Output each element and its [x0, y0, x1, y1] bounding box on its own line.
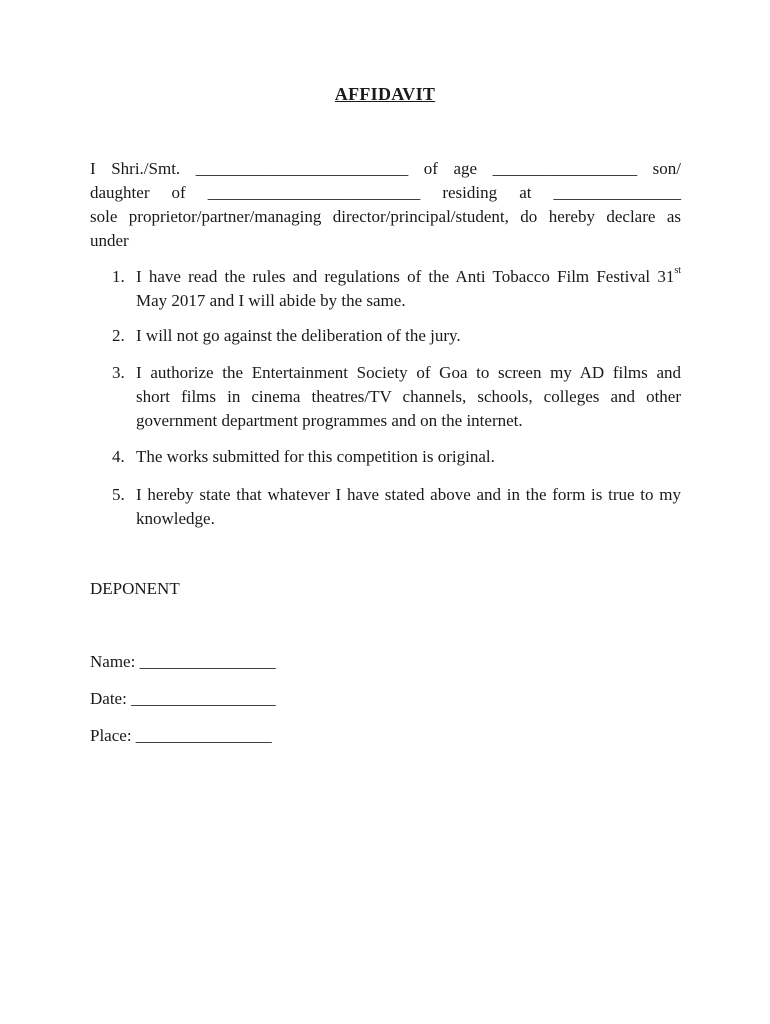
list-item-text [136, 361, 681, 433]
name-field: Name: ________________ [90, 652, 276, 671]
list-item-text [136, 483, 681, 531]
intro-text: of age [423, 159, 478, 178]
blank-residence: _______________ [553, 183, 682, 202]
blank-parent-name: _________________________ [207, 183, 421, 202]
place-field: Place: ________________ [90, 726, 272, 745]
list-item-line: I authorize the Entertainment Society of Goa to screen my AD films and [136, 363, 681, 382]
date-field: Date: _________________ [90, 689, 276, 708]
intro-text: residing [442, 183, 498, 202]
list-item-text [136, 445, 681, 469]
list-item-text [136, 265, 681, 313]
intro-line-4: under [90, 231, 129, 250]
deponent-label: DEPONENT [90, 579, 180, 598]
list-item-number: 4. [112, 447, 125, 466]
intro-text: at [519, 183, 532, 202]
list-item-line: short films in cinema theatres/TV channels, schools, colleges and other [136, 387, 681, 406]
list-item-line: knowledge. [136, 509, 215, 528]
intro-line-1 [90, 157, 681, 181]
intro-text: daughter [90, 183, 150, 202]
list-item-line: I hereby state that whatever I have stated above and in the form is true to my [136, 485, 681, 504]
list-item-line: government department programmes and on the internet. [136, 411, 523, 430]
list-item-line: I will not go against the deliberation of the jury. [136, 326, 461, 345]
ordinal-suffix: st [674, 265, 681, 277]
blank-age: _________________ [492, 159, 638, 178]
list-item-line: The works submitted for this competition is original. [136, 447, 495, 466]
list-item-number: 3. [112, 363, 125, 382]
intro-text: I Shri./Smt. [90, 159, 181, 178]
list-item-line: May 2017 and I will abide by the same. [136, 291, 406, 310]
blank-name: _________________________ [195, 159, 409, 178]
list-item-line-text: I have read the rules and regulations of the Anti Tobacco Film Festival 31 [136, 267, 675, 286]
list-item-line [136, 265, 681, 289]
list-item-number: 5. [112, 485, 125, 504]
intro-text: son/ [652, 159, 681, 178]
list-item-text [136, 324, 681, 348]
intro-text: of [171, 183, 186, 202]
intro-paragraph [90, 157, 681, 253]
intro-line-3: sole proprietor/partner/managing director/principal/student, do hereby declare as [90, 207, 681, 226]
list-item-number: 2. [112, 326, 125, 345]
document-title: AFFIDAVIT [334, 84, 436, 104]
list-item-number: 1. [112, 267, 125, 286]
intro-line-2 [90, 181, 681, 205]
